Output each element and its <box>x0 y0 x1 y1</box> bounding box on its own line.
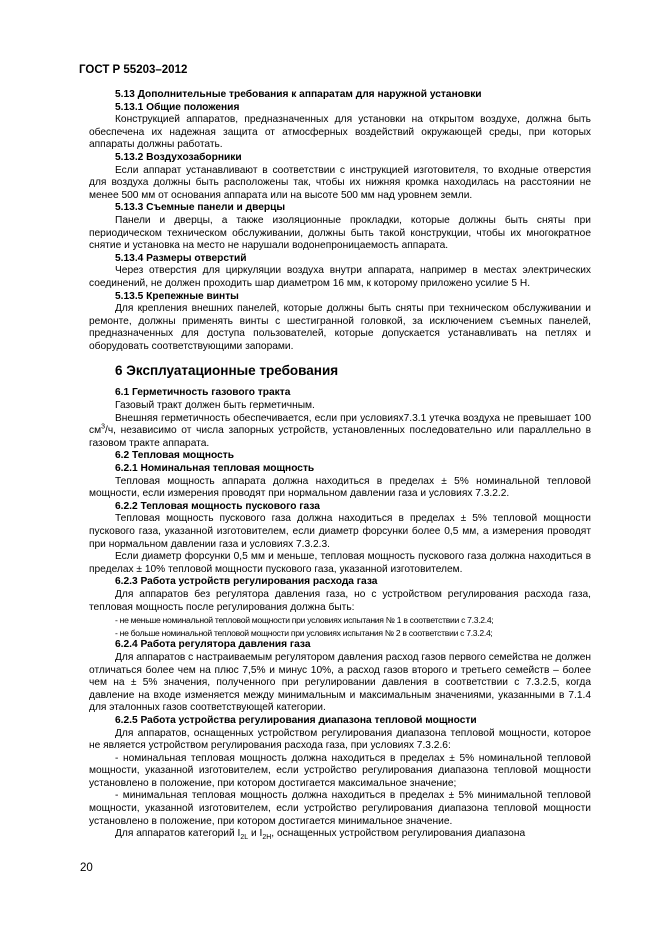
paragraph-5-13-2: Если аппарат устанавливают в соответствии с инструкцией изготовителя, то входные отверстия для воздуха должны быть расположены так, чтобы их нижняя кромка находилась на расстоянии не менее 500 мм от основания аппарата или на высоте 500 мм над уровнем земли. <box>89 164 591 201</box>
paragraph-6-2-5-d-part2: и I <box>248 828 263 840</box>
paragraph-5-13-1: Конструкцией аппаратов, предназначенных для установки на открытом воздухе, должна быть обеспечена их надежная защита от атмосферных воздействий окружающей среды, при которых аппараты должны работать. <box>89 114 591 151</box>
heading-6-2-2: 6.2.2 Тепловая мощность пускового газа <box>115 500 320 512</box>
heading-5-13-5: 5.13.5 Крепежные винты <box>115 290 239 302</box>
heading-5-13-2: 5.13.2 Воздухозаборники <box>115 151 242 163</box>
standard-header: ГОСТ Р 55203–2012 <box>79 64 188 76</box>
heading-6-2-5: 6.2.5 Работа устройства регулирования диапазона тепловой мощности <box>115 714 477 726</box>
heading-6-1: 6.1 Герметичность газового тракта <box>115 387 291 399</box>
paragraph-6-2-1: Тепловая мощность аппарата должна находиться в пределах ± 5% номинальной тепловой мощности, если измерения проводят при нормальном давлении газа и условиях 7.3.2.2. <box>89 475 591 500</box>
paragraph-5-13-3: Панели и дверцы, а также изоляционные прокладки, которые должны быть сняты при периодическом техническом обслуживании, должны быть такой конструкции, чтобы их многократное снятие и установка на место не нарушали водонепроницаемость аппарата. <box>89 214 591 252</box>
section-6-title: 6 Эксплуатационные требования <box>115 363 339 379</box>
page-number: 20 <box>80 862 93 874</box>
paragraph-6-2-2-a: Тепловая мощность пускового газа должна находиться в пределах ± 5% тепловой мощности пускового газа, указанной изготовителем, если диаметр форсунки более 0,5 мм, а измерения проводят при нормальном давлении газа и условиях 7.3.2.3. <box>89 513 591 550</box>
heading-5-13-1: 5.13.1 Общие положения <box>115 101 240 113</box>
subscript-2h: 2H <box>262 834 272 842</box>
heading-6-2: 6.2 Тепловая мощность <box>115 450 235 462</box>
paragraph-6-2-5-d <box>89 828 591 841</box>
paragraph-6-1-a: Газовый тракт должен быть герметичным. <box>115 400 315 412</box>
heading-5-13-4: 5.13.4 Размеры отверстий <box>115 252 247 264</box>
heading-6-2-4: 6.2.4 Работа регулятора давления газа <box>115 639 311 651</box>
paragraph-6-2-4: Для аппаратов с настраиваемым регулятором давления расход газов первого семейства не должен отличаться более чем на плюс 7,5% и минус 10%, а расход газов второго и третьего семейств – более чем на ± 5% значения, полученного при регулировании давления в соответствии с 7.3.2.5, когда давление на входе изменяется между минимальным и максимальным значениями, указанными в 7.1.4 для эталонных газов соответствующей категории. <box>89 651 591 714</box>
heading-5-13-3: 5.13.3 Съемные панели и дверцы <box>115 202 286 214</box>
dash-item-1: - не меньше номинальной тепловой мощности при условиях испытания № 1 в соответствии с 7.3.2.4; <box>115 615 494 626</box>
section-5-13-heading: 5.13 Дополнительные требования к аппаратам для наружной установки <box>115 89 482 100</box>
paragraph-6-2-5-b: - номинальная тепловая мощность должна находиться в пределах ± 5% номинальной тепловой мощности, указанной изготовителем, если устройство регулирования диапазона тепловой мощности установлено в положение, при котором достигается максимальное значение; <box>89 752 591 789</box>
paragraph-6-1-b-part1: Внешняя герметичность обеспечивается, если при условиях7.3.1 утечка воздуха не превышает 100 см <box>89 412 591 437</box>
paragraph-6-1-b-part2: /ч, независимо от числа запорных устройств, установленных последовательно или параллельно в газовом тракте аппарата. <box>89 425 591 449</box>
paragraph-6-2-5-a: Для аппаратов, оснащенных устройством регулирования диапазона тепловой мощности, которое не является устройством регулирования расхода газа, при условиях 7.3.2.6: <box>89 727 591 752</box>
paragraph-5-13-4: Через отверстия для циркуляции воздуха внутри аппарата, например в местах электрических соединений, не должен проходить шар диаметром 16 мм, к которому приложено усилие 5 Н. <box>89 265 591 289</box>
heading-6-2-3: 6.2.3 Работа устройств регулирования расхода газа <box>115 576 378 588</box>
heading-6-2-1: 6.2.1 Номинальная тепловая мощность <box>115 463 315 475</box>
paragraph-6-2-5-d-part3: , оснащенных устройством регулирования диапазона <box>271 828 526 840</box>
paragraph-6-2-5-d-part1: Для аппаратов категорий I <box>115 828 241 840</box>
subscript-2l: 2L <box>240 834 249 842</box>
paragraph-6-2-2-b: Если диаметр форсунки 0,5 мм и меньше, тепловая мощность пускового газа должна находиться в пределах ± 10% тепловой мощности пускового газа, указанной изготовителем. <box>89 551 591 575</box>
dash-item-2: - не больше номинальной тепловой мощности при условиях испытания № 2 в соответствии с 7.3.2.4; <box>115 627 493 638</box>
paragraph-5-13-5: Для крепления внешних панелей, которые должны быть сняты при техническом обслуживании и ремонте, должны применять винты с шестигранной головкой, за исключением съемных панелей, предназначенных для доступа пользователей, которые допускается устанавливать на петлях и оборудовать соответствующими запорами. <box>89 303 591 352</box>
paragraph-6-1-b <box>89 413 591 451</box>
paragraph-6-2-5-c: - минимальная тепловая мощность должна находиться в пределах ± 5% минимальной тепловой мощности, указанной изготовителем, если устройство регулирования диапазона тепловой мощности установлено в положение, при котором достигается минимальное значение. <box>89 790 591 827</box>
paragraph-6-2-3: Для аппаратов без регулятора давления газа, но с устройством регулирования расхода газа, тепловая мощность после регулирования должна быть: <box>89 588 591 613</box>
page-body <box>89 89 591 841</box>
superscript-3: 3 <box>101 423 106 431</box>
